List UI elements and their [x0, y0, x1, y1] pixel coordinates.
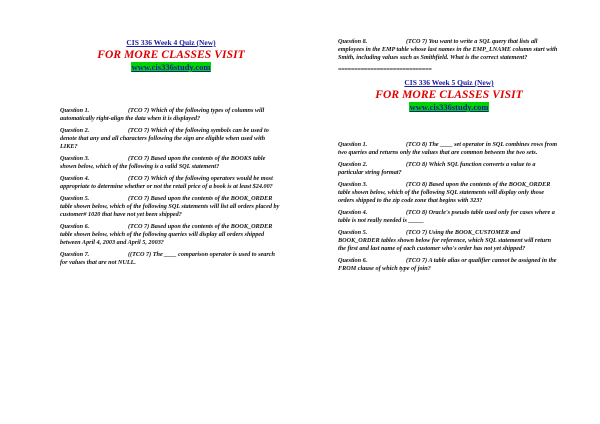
question-text: (TCO 7) Which of the following types of columns will automatically right-align the data when it is displayed?	[60, 107, 265, 122]
right-header	[338, 78, 560, 113]
question-item	[338, 161, 560, 177]
question-item	[338, 181, 560, 205]
quiz-title[interactable]: CIS 336 Week 4 Quiz (New)	[126, 38, 216, 47]
question-text: ((TCO 7) The ____ comparison operator is used to search for values that are not NULL.	[60, 251, 275, 266]
question-text: (TCO 7) Based upon the contents of the BOOK_ORDER table shown below, which of the following SQL statements will list all orders placed by customer# 1020 that have not yet been shipped?	[60, 195, 280, 218]
question-number: Question 2.	[338, 161, 368, 168]
question-number: Question 5.	[338, 229, 368, 236]
question-item	[60, 251, 282, 267]
question-item	[338, 257, 560, 273]
section-divider: =============================	[338, 66, 432, 73]
question-number: Question 5.	[60, 195, 90, 202]
question-number: Question 6.	[338, 257, 368, 264]
question-item	[338, 209, 560, 225]
question-number: Question 1.	[338, 141, 368, 148]
question-number: Question 3.	[338, 181, 368, 188]
question-item	[60, 127, 282, 151]
left-column	[60, 0, 282, 424]
question-number: Question 7.	[60, 251, 90, 258]
right-column	[338, 0, 560, 424]
quiz-title[interactable]: CIS 336 Week 5 Quiz (New)	[404, 78, 494, 87]
question-number: Question 4.	[338, 209, 368, 216]
question-list	[338, 141, 560, 273]
question-text: (TCO 8) The ____ set operator in SQL combines rows from two queries and returns only the values that are common between the two sets.	[338, 141, 558, 156]
question-text: (TCO 8) Which SQL function converts a value to a particular string format?	[338, 161, 536, 176]
question-item	[60, 223, 282, 247]
question-list	[60, 107, 282, 267]
site-link[interactable]: www.cis336study.com	[409, 102, 489, 112]
question-item	[60, 107, 282, 123]
question-text: (TCO 8) Based upon the contents of the BOOK_ORDER table shown below, which of the following SQL statements will display only those orders shipped to the zip code zone that begins with 323?	[338, 181, 551, 204]
promo-text: FOR MORE CLASSES VISIT	[97, 49, 245, 61]
question-number: Question 6.	[60, 223, 90, 230]
question-item	[338, 141, 560, 157]
question-text: (TCO 7) Based upon the contents of the BOOKS table shown below, which of the following is a valid SQL statement?	[60, 155, 266, 170]
question-text: (TCO 7) Based upon the contents of the BOOK_ORDER table shown below, which of the following queries will display all orders shipped between April 4, 2003 and April 5, 2003?	[60, 223, 273, 246]
site-link[interactable]: www.cis336study.com	[131, 62, 211, 72]
promo-text: FOR MORE CLASSES VISIT	[375, 89, 523, 101]
question-item	[338, 38, 560, 62]
question-number: Question 2.	[60, 127, 90, 134]
question-text: (TCO 7) Using the BOOK_CUSTOMER and BOOK_ORDER tables shown below for reference, which SQL statement will return the first and last name of each customer who's order has not yet shipped?	[338, 229, 552, 252]
question-item	[60, 155, 282, 171]
question-text: (TCO 8) Oracle's pseudo table used only for cases where a table is not really needed is _____	[338, 209, 555, 224]
question-number: Question 1.	[60, 107, 90, 114]
question-item	[60, 195, 282, 219]
question-number: Question 4.	[60, 175, 90, 182]
question-number: Question 3.	[60, 155, 90, 162]
question-text: (TCO 7) Which of the following operators would be most appropriate to determine whether or not the retail price of a book is at least $24.00?	[60, 175, 273, 190]
question-text: (TCO 7) A table alias or qualifier cannot be assigned in the FROM clause of which type of join?	[338, 257, 557, 272]
question-item	[338, 229, 560, 253]
question-number: Question 8.	[338, 38, 368, 45]
question-item	[60, 175, 282, 191]
question-text: (TCO 7) You want to write a SQL query that lists all employees in the EMP table whose last names in the EMP_LNAME column start with Smith, including values such as Smithfield. What is the correct statement?	[338, 38, 558, 61]
question-text: (TCO 7) Which of the following symbols can be used to denote that any and all characters following the sign are eligible when used with LIKE?	[60, 127, 269, 150]
left-header	[60, 38, 282, 73]
